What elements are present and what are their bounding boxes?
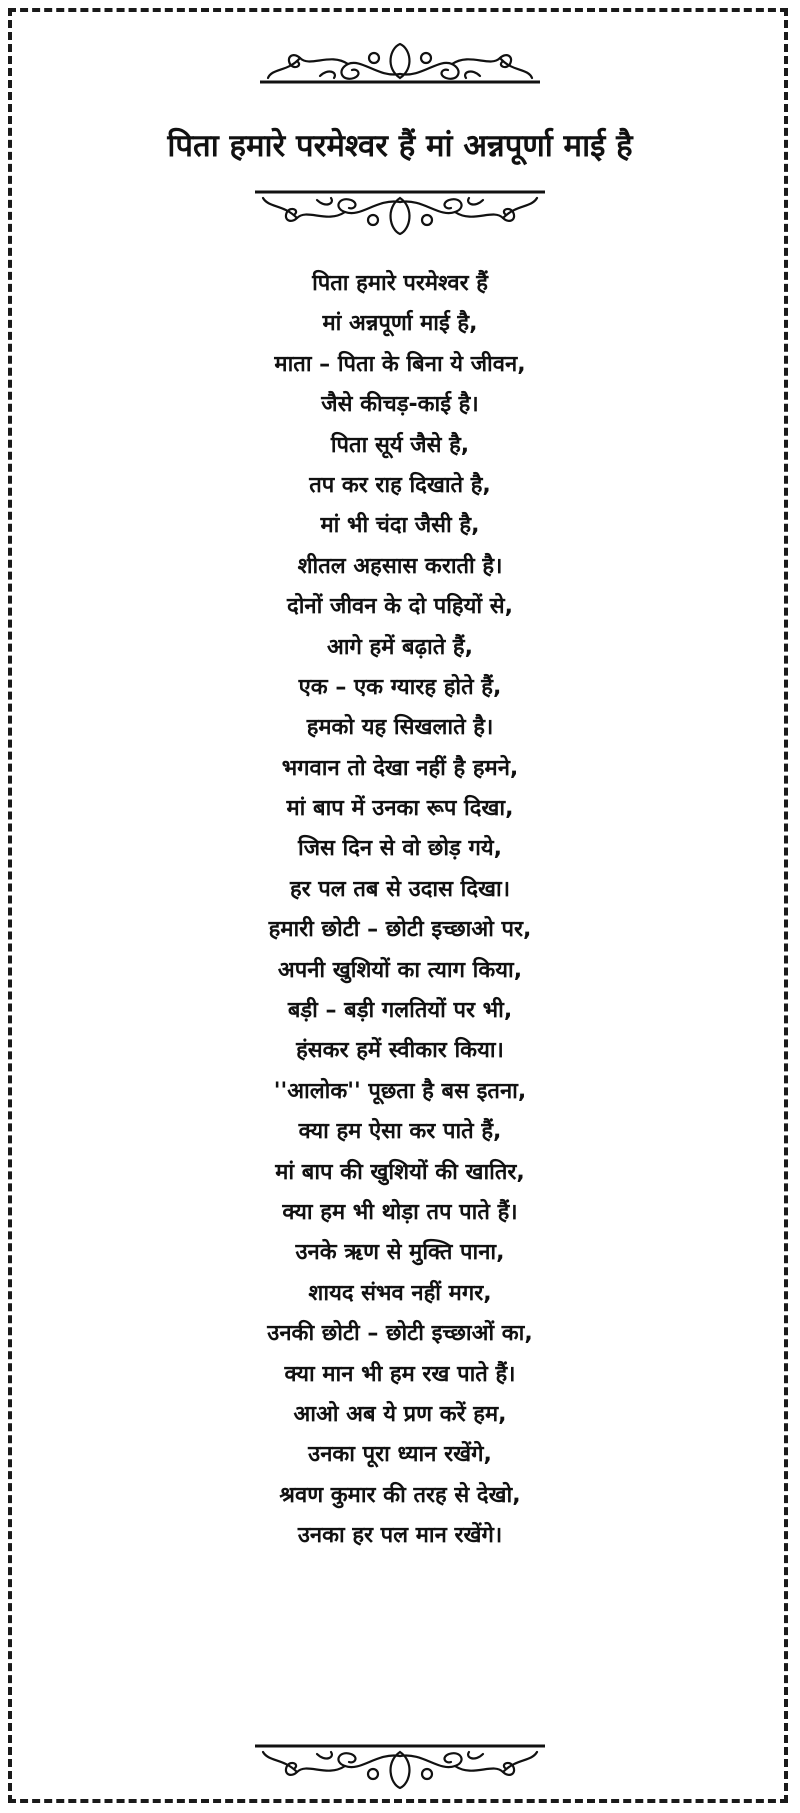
poem-line: मां बाप में उनका रूप दिखा, xyxy=(286,796,514,822)
poem-body xyxy=(0,264,800,1557)
poem-line: हमारी छोटी – छोटी इच्छाओ पर, xyxy=(268,917,532,943)
poem-line: आओ अब ये प्रण करें हम, xyxy=(293,1401,507,1427)
poem-line: बड़ी – बड़ी गलतियों पर भी, xyxy=(287,998,513,1024)
flourish-icon xyxy=(245,184,555,240)
poem-line: क्या हम ऐसा कर पाते हैं, xyxy=(298,1119,502,1145)
scroll-ornament-bottom xyxy=(0,1738,800,1794)
poem-line: श्रवण कुमार की तरह से देखो, xyxy=(279,1482,521,1508)
poem-line: मां भी चंदा जैसी है, xyxy=(320,513,480,539)
poem-line: भगवान तो देखा नहीं है हमने, xyxy=(281,755,519,781)
poem-line: उनका हर पल मान रखेंगे। xyxy=(297,1523,503,1549)
poem-line: जैसे कीचड़-काई है। xyxy=(321,392,479,418)
flourish-icon xyxy=(250,38,550,90)
flourish-icon xyxy=(245,1738,555,1794)
poem-line: एक – एक ग्यारह होते हैं, xyxy=(298,674,502,700)
poem-line: हमको यह सिखलाते है। xyxy=(306,715,494,741)
poem-line: पिता हमारे परमेश्वर हैं xyxy=(312,271,488,296)
poem-line: दोनों जीवन के दो पहियों से, xyxy=(287,594,513,620)
poem-line: हंसकर हमें स्वीकार किया। xyxy=(296,1038,504,1064)
poem-line: शायद संभव नहीं मगर, xyxy=(308,1280,492,1306)
poem-line: माता – पिता के बिना ये जीवन, xyxy=(274,351,526,377)
poem-line: शीतल अहसास कराती है। xyxy=(297,553,503,579)
poem-line: तप कर राह दिखाते है, xyxy=(309,472,491,498)
poem-line: आगे हमें बढ़ाते हैं, xyxy=(327,634,473,660)
poem-line: उनके ऋण से मुक्ति पाना, xyxy=(295,1240,505,1266)
poem-line: मां अन्नपूर्णा माई है, xyxy=(322,311,478,337)
poem-line: क्या मान भी हम रख पाते हैं। xyxy=(284,1361,516,1387)
poem-line: हर पल तब से उदास दिखा। xyxy=(289,876,511,902)
scroll-ornament-top xyxy=(0,38,800,90)
scroll-ornament-under-title xyxy=(0,184,800,240)
poem-line: उनका पूरा ध्यान रखेंगे, xyxy=(308,1442,492,1468)
poem-line: पिता सूर्य जैसे है, xyxy=(330,432,470,458)
poem-line: जिस दिन से वो छोड़ गये, xyxy=(298,836,502,862)
poem-line: मां बाप की खुशियों की खातिर, xyxy=(275,1159,525,1185)
poem-line: अपनी खुशियों का त्याग किया, xyxy=(277,957,523,983)
poem-line: उनकी छोटी – छोटी इच्छाओं का, xyxy=(267,1321,533,1347)
poem-title: पिता हमारे परमेश्वर हैं मां अन्नपूर्णा माई है xyxy=(167,128,633,164)
poem-line: क्या हम भी थोड़ा तप पाते हैं। xyxy=(282,1199,518,1225)
poem-line: ''आलोक'' पूछता है बस इतना, xyxy=(273,1078,527,1104)
